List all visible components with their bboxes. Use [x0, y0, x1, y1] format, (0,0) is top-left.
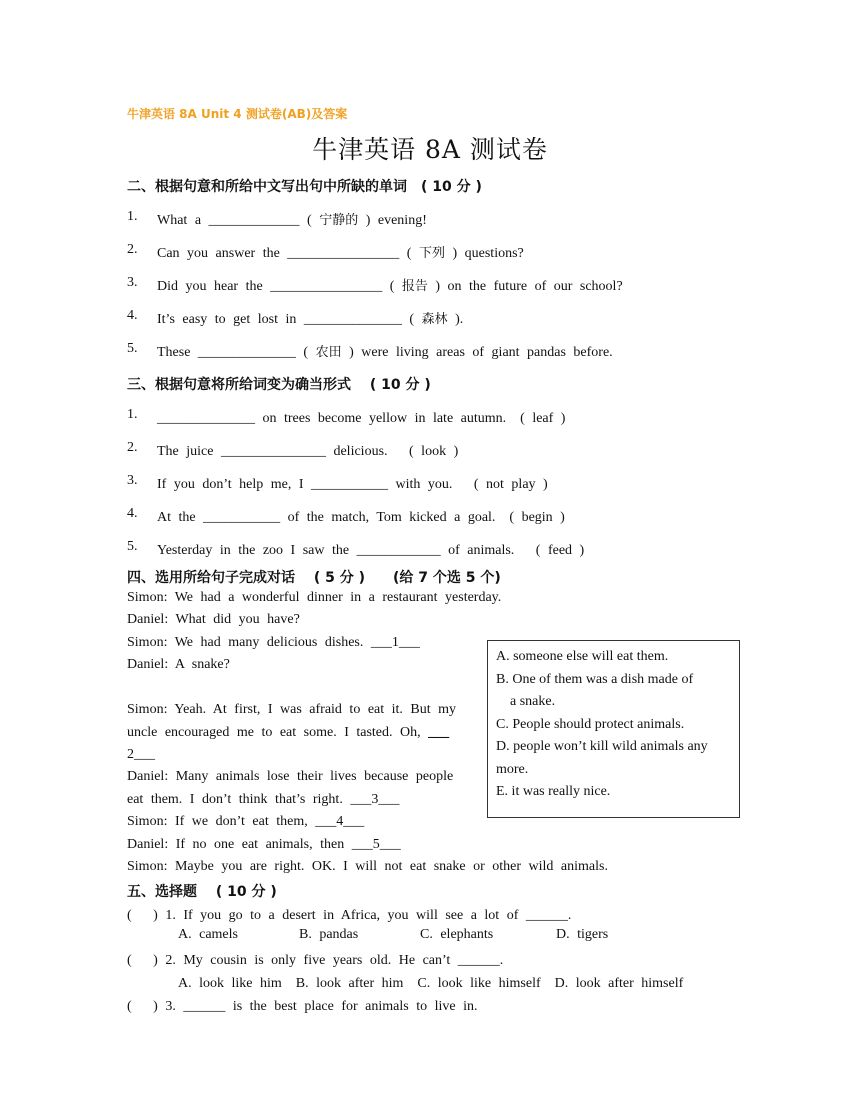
s3-q2-number: 2.	[127, 440, 138, 455]
dialogue-line-3-text: Simon: We had many delicious dishes.	[127, 635, 371, 650]
dialogue-line-11-text: Daniel: If no one eat animals, then	[127, 837, 352, 852]
s2-q2-post: ) questions?	[452, 246, 524, 261]
dialogue-line-1: Simon: We had a wonderful dinner in a restaurant yesterday.	[127, 590, 502, 605]
s5-q1-option-c: C. elephants	[420, 927, 494, 942]
dialogue-line-9	[127, 792, 399, 808]
blank-3: ___3___	[350, 792, 400, 807]
options-box	[487, 640, 740, 818]
blank-5: ___5___	[351, 837, 401, 852]
s2-q3-number: 3.	[127, 275, 138, 290]
dialogue-line-10-text: Simon: If we don’t eat them,	[127, 814, 316, 829]
dialogue-line-4: Daniel: A snake?	[127, 657, 230, 672]
s2-q2-hint: 下列	[418, 246, 445, 261]
dialogue-line-10	[127, 814, 364, 830]
s2-q5-pre: These ______________ (	[157, 345, 309, 360]
dialogue-line-6	[127, 725, 449, 741]
s3-q5: Yesterday in the zoo I saw the ____________ of animals. ( feed )	[157, 543, 585, 558]
s2-q2-pre: Can you answer the ________________ (	[157, 246, 412, 261]
s2-q3-post: ) on the future of our school?	[435, 279, 623, 294]
s2-q2-number: 2.	[127, 242, 138, 257]
s5-q3: ( ) 3. ______ is the best place for animals to live in.	[127, 999, 478, 1014]
s5-q2: ( ) 2. My cousin is only five years old. He can’t ______.	[127, 953, 504, 968]
s2-q4	[157, 308, 463, 328]
s2-q3-pre: Did you hear the ________________ (	[157, 279, 395, 294]
s3-q1-number: 1.	[127, 407, 138, 422]
s3-q4-number: 4.	[127, 506, 138, 521]
dialogue-line-12: Simon: Maybe you are right. OK. I will not eat snake or other wild animals.	[127, 859, 608, 874]
dialogue-line-2: Daniel: What did you have?	[127, 612, 300, 627]
dialogue-line-11	[127, 837, 401, 853]
dialogue-line-3	[127, 635, 420, 651]
header-link[interactable]: 牛津英语 8A Unit 4 测试卷(AB)及答案	[127, 107, 348, 121]
s5-q1: ( ) 1. If you go to a desert in Africa, you will see a lot of ______.	[127, 908, 572, 923]
s3-q2: The juice _______________ delicious. ( look )	[157, 444, 459, 459]
page-title: 牛津英语 8A 测试卷	[312, 135, 548, 164]
dialogue-line-9-text: eat them. I don’t think that’s right.	[127, 792, 351, 807]
s2-q1-post: ) evening!	[365, 213, 427, 228]
s2-q3	[157, 275, 623, 295]
option-e: E. it was really nice.	[496, 784, 611, 799]
s3-q4: At the ___________ of the match, Tom kicked a goal. ( begin )	[157, 510, 565, 525]
option-a: A. someone else will eat them.	[496, 649, 669, 664]
s2-q5	[157, 341, 613, 361]
option-b: B. One of them was a dish made of	[496, 671, 694, 687]
s2-q1-number: 1.	[127, 209, 138, 224]
dialogue-line-8: Daniel: Many animals lose their lives because people	[127, 769, 454, 784]
blank-2a: ___	[428, 725, 450, 740]
s2-q5-post: ) were living areas of giant pandas before.	[349, 345, 613, 360]
option-d-cont: more.	[496, 761, 529, 777]
s2-q4-pre: It’s easy to get lost in ______________ (	[157, 312, 415, 327]
option-b-cont: a snake.	[510, 694, 556, 709]
s2-q2	[157, 242, 524, 262]
s3-q5-number: 5.	[127, 539, 138, 554]
s2-q3-hint: 报告	[401, 279, 428, 294]
s5-q2-options: A. look like him B. look after him C. look like himself D. look after himself	[178, 976, 684, 991]
s5-q1-option-b: B. pandas	[299, 927, 359, 942]
s2-q1-pre: What a _____________ (	[157, 213, 312, 228]
s3-q1: ______________ on trees become yellow in late autumn. ( leaf )	[157, 411, 566, 426]
dialogue-line-7	[127, 747, 155, 763]
s2-q4-number: 4.	[127, 308, 138, 323]
blank-4: ___4___	[315, 814, 365, 829]
option-d: D. people won’t kill wild animals any	[496, 739, 708, 754]
s2-q5-number: 5.	[127, 341, 138, 356]
s5-q1-option-a: A. camels	[178, 927, 238, 942]
section-2-heading: 二、根据句意和所给中文写出句中所缺的单词 ( 10 分 )	[127, 179, 482, 195]
s2-q1	[157, 209, 427, 229]
blank-2b: 2___	[127, 747, 155, 762]
section-5-heading: 五、选择题 ( 10 分 )	[127, 884, 277, 900]
s2-q4-hint: 森林	[421, 312, 448, 327]
dialogue-line-5: Simon: Yeah. At first, I was afraid to eat it. But my	[127, 702, 457, 717]
blank-1: ___1___	[370, 635, 420, 650]
section-3-heading: 三、根据句意将所给词变为确当形式 ( 10 分 )	[127, 377, 431, 393]
s2-q1-hint: 宁静的	[319, 213, 359, 228]
section-4-heading: 四、选用所给句子完成对话 ( 5 分 ) (给 7 个选 5 个)	[127, 570, 501, 586]
s2-q5-hint: 农田	[315, 345, 342, 360]
option-c: C. People should protect animals.	[496, 716, 685, 732]
s3-q3: If you don’t help me, I ___________ with you. ( not play )	[157, 477, 548, 492]
dialogue-line-6-text: uncle encouraged me to eat some. I tasted. Oh,	[127, 725, 429, 740]
s2-q4-post: ).	[455, 312, 464, 327]
s3-q3-number: 3.	[127, 473, 138, 488]
s5-q1-option-d: D. tigers	[556, 927, 609, 942]
